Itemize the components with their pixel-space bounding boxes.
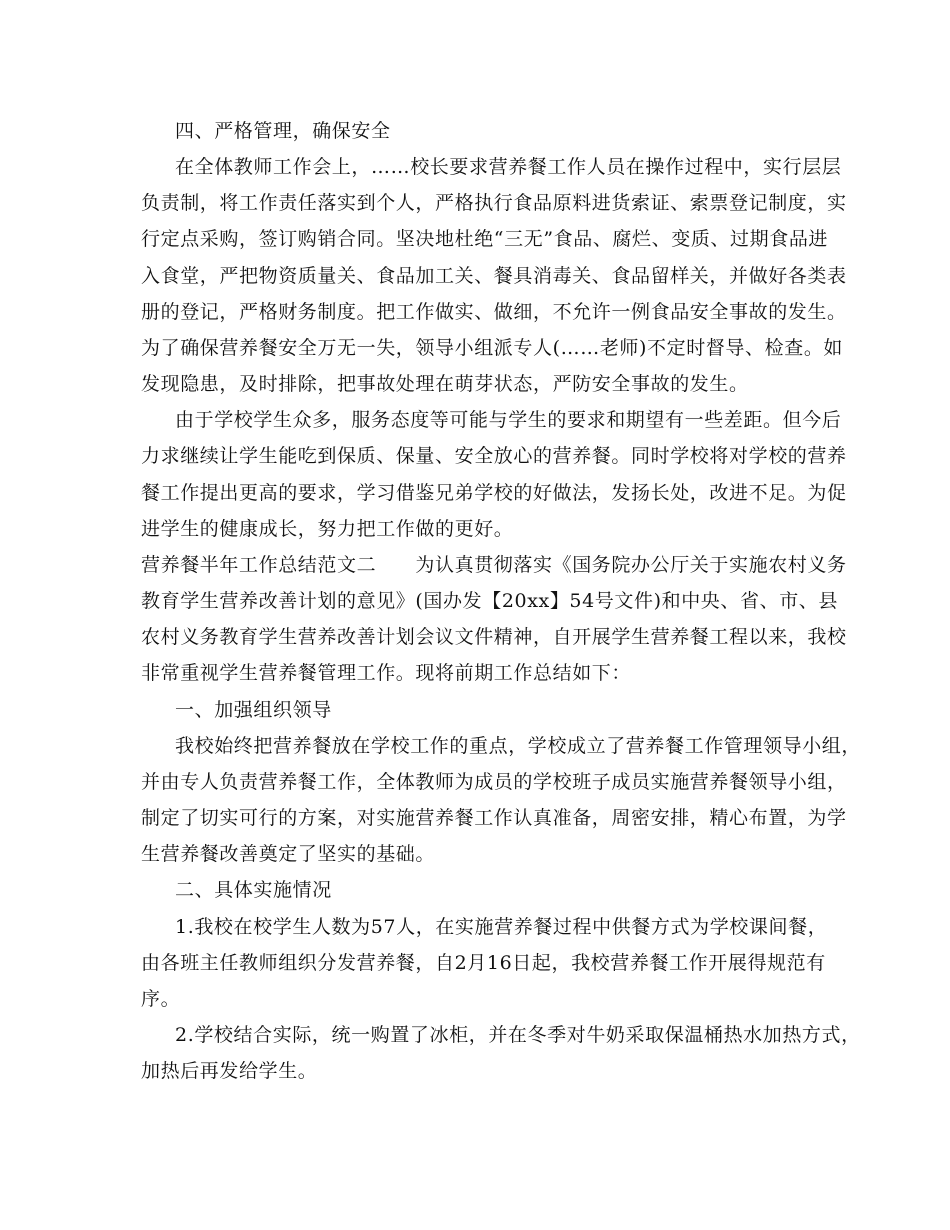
paragraph-line: 在全体教师工作会上，……校长要求营养餐工作人员在操作过程中，实行层层 xyxy=(175,156,842,178)
paragraph-line: 制定了切实可行的方案，对实施营养餐工作认真准备，周密安排，精心布置，为学 xyxy=(141,807,847,829)
paragraph-line: 序。 xyxy=(141,988,181,1010)
paragraph-line: 为了确保营养餐安全万无一失，领导小组派专人(……老师)不定时督导、检查。如 xyxy=(141,337,844,359)
paragraph-line: 由各班主任教师组织分发营养餐，自2月16日起，我校营养餐工作开展得规范有 xyxy=(141,952,826,974)
paragraph-line: 入食堂，严把物资质量关、食品加工关、餐具消毒关、食品留样关，并做好各类表 xyxy=(141,265,847,287)
paragraph-line: 进学生的健康成长，努力把工作做的更好。 xyxy=(141,518,514,540)
paragraph-line: 1.我校在校学生人数为57人，在实施营养餐过程中供餐方式为学校课间餐， xyxy=(175,916,828,938)
paragraph-line: 非常重视学生营养餐管理工作。现将前期工作总结如下： xyxy=(141,662,632,684)
paragraph-line: 教育学生营养改善计划的意见》(国办发【20xx】54号文件)和中央、省、市、县 xyxy=(141,590,839,612)
paragraph-line: 负责制，将工作责任落实到个人，严格执行食品原料进货索证、索票登记制度，实 xyxy=(141,192,847,214)
section-heading-organization: 一、加强组织领导 xyxy=(175,699,332,721)
paragraph-line: 力求继续让学生能吃到保质、保量、安全放心的营养餐。同时学校将对学校的营养 xyxy=(141,445,847,467)
paragraph-line: 并由专人负责营养餐工作，全体教师为成员的学校班子成员实施营养餐领导小组， xyxy=(141,771,847,793)
paragraph-line: 餐工作提出更高的要求，学习借鉴兄弟学校的好做法，发扬长处，改进不足。为促 xyxy=(141,482,847,504)
section-heading-strict-management: 四、严格管理，确保安全 xyxy=(175,120,391,142)
paragraph-line: 发现隐患，及时排除，把事故处理在萌芽状态，严防安全事故的发生。 xyxy=(141,373,749,395)
section-heading-implementation: 二、具体实施情况 xyxy=(175,879,332,901)
paragraph-line: 加热后再发给学生。 xyxy=(141,1060,318,1082)
paragraph-line: 行定点采购，签订购销合同。坚决地杜绝“三无”食品、腐烂、变质、过期食品进 xyxy=(141,228,829,250)
paragraph-line: 我校始终把营养餐放在学校工作的重点，学校成立了营养餐工作管理领导小组， xyxy=(175,735,862,757)
document-subtitle-line: 营养餐半年工作总结范文二 为认真贯彻落实《国务院办公厅关于实施农村义务 xyxy=(141,554,847,576)
paragraph-line: 生营养餐改善奠定了坚实的基础。 xyxy=(141,843,436,865)
paragraph-line: 农村义务教育学生营养改善计划会议文件精神，自开展学生营养餐工程以来，我校 xyxy=(141,626,847,648)
paragraph-line: 册的登记，严格财务制度。把工作做实、做细，不允许一例食品安全事故的发生。 xyxy=(141,301,847,323)
paragraph-line: 由于学校学生众多，服务态度等可能与学生的要求和期望有一些差距。但今后 xyxy=(175,409,842,431)
paragraph-line: 2.学校结合实际，统一购置了冰柜，并在冬季对牛奶采取保温桶热水加热方式， xyxy=(175,1024,861,1046)
